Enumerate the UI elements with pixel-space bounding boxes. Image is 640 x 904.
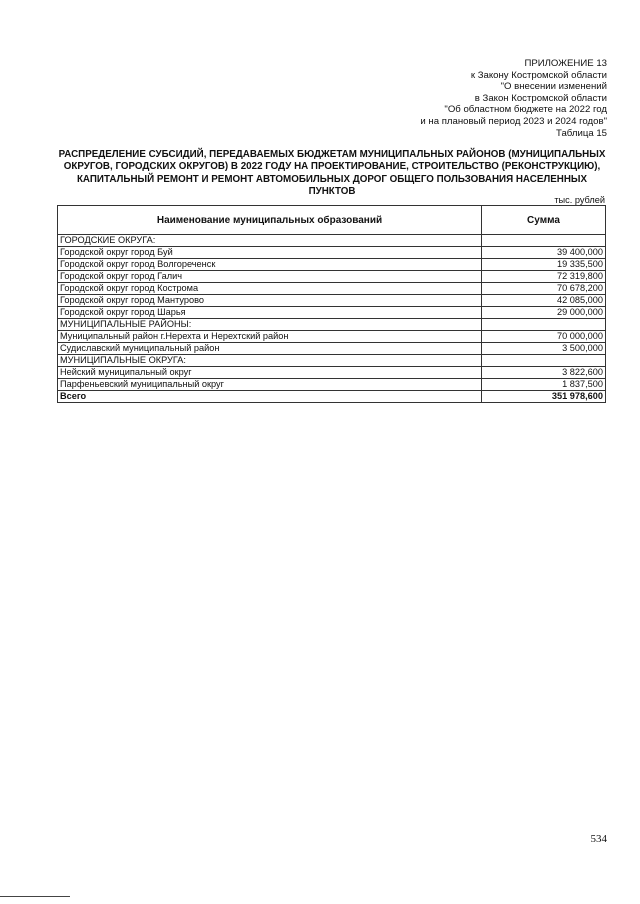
- appendix-line: в Закон Костромской области: [474, 92, 607, 104]
- title-line: РАСПРЕДЕЛЕНИЕ СУБСИДИЙ, ПЕРЕДАВАЕМЫХ БЮДЖЕТАМ МУНИЦИПАЛЬНЫХ РАЙОНОВ (МУНИЦИПАЛЬНЫХ: [58, 149, 606, 160]
- group-header-row: [58, 235, 606, 247]
- column-header-name: Наименование муниципальных образований: [58, 206, 482, 235]
- table-row: [58, 295, 606, 307]
- row-sum: 39 400,000: [482, 247, 606, 259]
- column-header-sum: Сумма: [482, 206, 606, 235]
- title-line: КАПИТАЛЬНЫЙ РЕМОНТ И РЕМОНТ АВТОМОБИЛЬНЫХ ДОРОГ ОБЩЕГО ПОЛЬЗОВАНИЯ НАСЕЛЕННЫХ: [76, 173, 588, 185]
- page-number: 534: [590, 833, 607, 845]
- table-row: [58, 247, 606, 259]
- appendix-line: и на плановый период 2023 и 2024 годов": [420, 115, 607, 127]
- table-row: [58, 343, 606, 355]
- appendix-line: ПРИЛОЖЕНИЕ 13: [524, 58, 607, 69]
- table-header-row: [58, 206, 606, 235]
- group-header-row: [58, 355, 606, 367]
- row-name: Парфеньевский муниципальный округ: [58, 379, 482, 391]
- row-name: Городской округ город Галич: [58, 271, 482, 283]
- table-row: [58, 283, 606, 295]
- appendix-header: [420, 58, 607, 139]
- footer-rule: [0, 896, 70, 897]
- row-name: МУНИЦИПАЛЬНЫЕ ОКРУГА:: [58, 355, 482, 367]
- subsidies-table: [57, 205, 606, 403]
- table-row: [58, 307, 606, 319]
- row-name: Городской округ город Волгореченск: [58, 259, 482, 271]
- row-sum: [482, 235, 606, 247]
- title-line: ОКРУГОВ, ГОРОДСКИХ ОКРУГОВ) В 2022 ГОДУ НА ПРОЕКТИРОВАНИЕ, СТРОИТЕЛЬСТВО (РЕКОНСТРУКЦИЮ),: [63, 161, 601, 173]
- table-body: [58, 235, 606, 391]
- row-name: Судиславский муниципальный район: [58, 343, 482, 355]
- row-name: Городской округ город Шарья: [58, 307, 482, 319]
- row-sum: 72 319,800: [482, 271, 606, 283]
- document-title: [58, 149, 606, 198]
- total-row: [58, 391, 606, 403]
- row-sum: 1 837,500: [482, 379, 606, 391]
- appendix-line: "Об областном бюджете на 2022 год: [444, 104, 607, 116]
- row-name: ГОРОДСКИЕ ОКРУГА:: [58, 235, 482, 247]
- group-header-row: [58, 319, 606, 331]
- row-sum: 19 335,500: [482, 259, 606, 271]
- units-label: тыс. рублей: [554, 195, 605, 205]
- table-row: [58, 259, 606, 271]
- row-sum: 29 000,000: [482, 307, 606, 319]
- table-row: [58, 271, 606, 283]
- appendix-line: Таблица 15: [556, 127, 607, 139]
- row-name: Нейский муниципальный округ: [58, 367, 482, 379]
- appendix-line: "О внесении изменений: [500, 81, 607, 93]
- table-row: [58, 331, 606, 343]
- row-sum: [482, 355, 606, 367]
- row-sum: 70 000,000: [482, 331, 606, 343]
- table-row: [58, 379, 606, 391]
- row-name: МУНИЦИПАЛЬНЫЕ РАЙОНЫ:: [58, 319, 482, 331]
- row-name: Городской округ город Буй: [58, 247, 482, 259]
- row-sum: [482, 319, 606, 331]
- row-name: Городской округ город Кострома: [58, 283, 482, 295]
- table-row: [58, 367, 606, 379]
- row-sum: 3 500,000: [482, 343, 606, 355]
- row-sum: 3 822,600: [482, 367, 606, 379]
- total-label: Всего: [58, 391, 482, 403]
- appendix-line: к Закону Костромской области: [470, 69, 607, 81]
- row-name: Городской округ город Мантурово: [58, 295, 482, 307]
- total-sum: 351 978,600: [482, 391, 606, 403]
- row-sum: 42 085,000: [482, 295, 606, 307]
- row-name: Муниципальный район г.Нерехта и Нерехтский район: [58, 331, 482, 343]
- title-line: ПУНКТОВ: [308, 185, 356, 197]
- row-sum: 70 678,200: [482, 283, 606, 295]
